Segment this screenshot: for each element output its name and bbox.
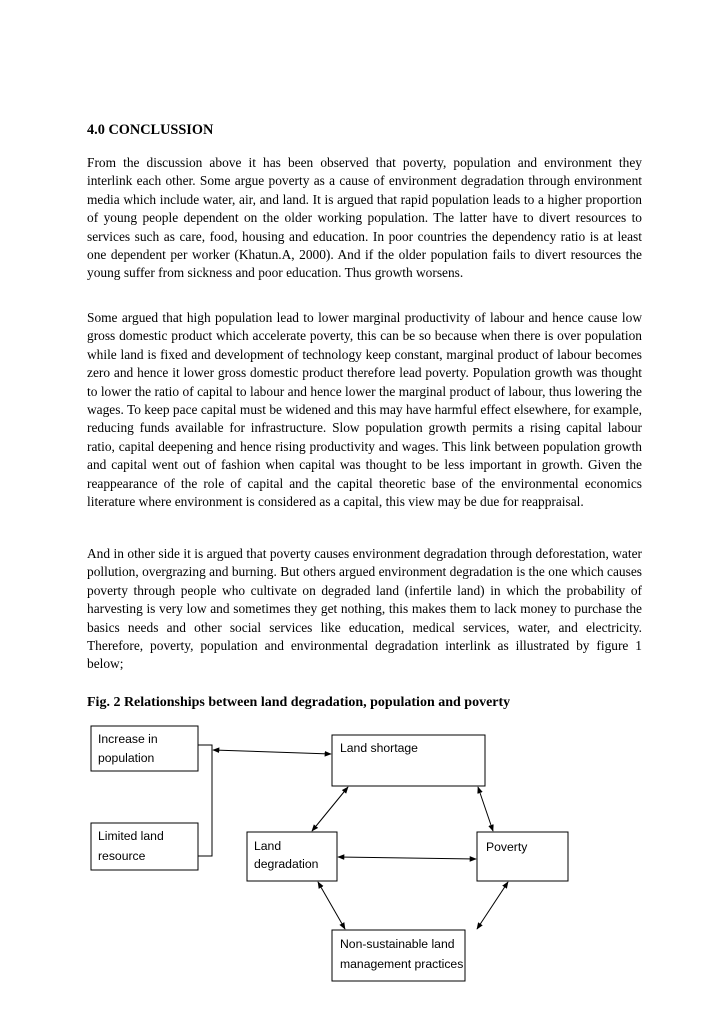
box-poverty-label: Poverty <box>486 840 528 854</box>
figure-caption: Fig. 2 Relationships between land degradation, population and poverty <box>87 695 511 710</box>
box-limited-land-resource <box>91 823 198 870</box>
box-poverty <box>477 832 568 881</box>
paragraph-2: Some argued that high population lead to lower marginal productivity of labour and hence cause low gross domestic product which accelerate poverty, this can be so because when there is over population while land is fixed and development of technology keep constant, marginal product of labour becomes zero and hence it lower gross domestic product therefore lead poverty. Population growth was thought to lower the ratio of capital to labour and hence lower the marginal product of labour, thus lowering the wages. To keep pace capital must be widened and this may have harmful effect elsewhere, for example, reducing funds available for infrastructure. Slow population growth permits a rising capital labour ratio, capital deepening and hence rising productivity and wages. This link between population growth and capital went out of fashion when capital was thought to be less important in growth. Given the reappearance of the role of capital and the capital theoretic base of the environmental economics literature where environment is considered as a capital, this view may be due for reappraisal. <box>87 310 642 510</box>
box-limited-land-line-1: Limited land <box>98 829 164 843</box>
arrow-degradation-to-practices <box>318 882 345 929</box>
arrow-land-shortage-to-poverty <box>478 787 493 831</box>
arrow-population-to-land-shortage <box>213 750 331 754</box>
paragraph-1: From the discussion above it has been observed that poverty, population and environment they interlink each other. Some argue poverty as a cause of environment degradation through environment media which include water, air, and land. It is argued that rapid population leads to a higher proportion of young people dependent on the older working population. The latter have to divert resources to services such as care, food, housing and education. In poor countries the dependency ratio is at least one dependent per worker (Khatun.A, 2000). And if the older population fails to divert resources the young suffer from sickness and poor education. Thus growth worsens. <box>87 155 642 281</box>
box-non-sustainable-line-1: Non-sustainable land <box>340 937 455 951</box>
arrow-degradation-to-poverty <box>338 857 476 859</box>
box-increase-population-line-2: population <box>98 751 155 765</box>
box-land-shortage-label: Land shortage <box>340 741 418 755</box>
box-non-sustainable-practices <box>332 930 465 981</box>
box-increase-population-line-1: Increase in <box>98 732 158 746</box>
box-land-degradation-line-2: degradation <box>254 857 319 871</box>
box-land-degradation-line-1: Land <box>254 839 282 853</box>
bracket-connector <box>198 745 212 856</box>
box-limited-land-line-2: resource <box>98 849 146 863</box>
box-land-degradation <box>247 832 337 881</box>
box-increase-population <box>91 726 198 771</box>
arrow-poverty-to-practices <box>477 882 508 929</box>
box-non-sustainable-line-2: management practices <box>340 957 464 971</box>
box-land-shortage <box>332 735 485 786</box>
section-heading: 4.0 CONCLUSSION <box>87 122 214 138</box>
paragraph-3: And in other side it is argued that poverty causes environment degradation through deforestation, water pollution, overgrazing and burning. But others argued environment degradation is the one which causes poverty through people who cultivate on degraded land (infertile land) in which the probability of harvesting is very low and sometimes they get nothing, this makes them to lack money to purchase the basics needs and other social services like education, medical services, water, and electricity. Therefore, poverty, population and environmental degradation interlink as illustrated by figure 1 below; <box>87 546 642 672</box>
arrow-land-shortage-to-degradation <box>312 787 348 831</box>
